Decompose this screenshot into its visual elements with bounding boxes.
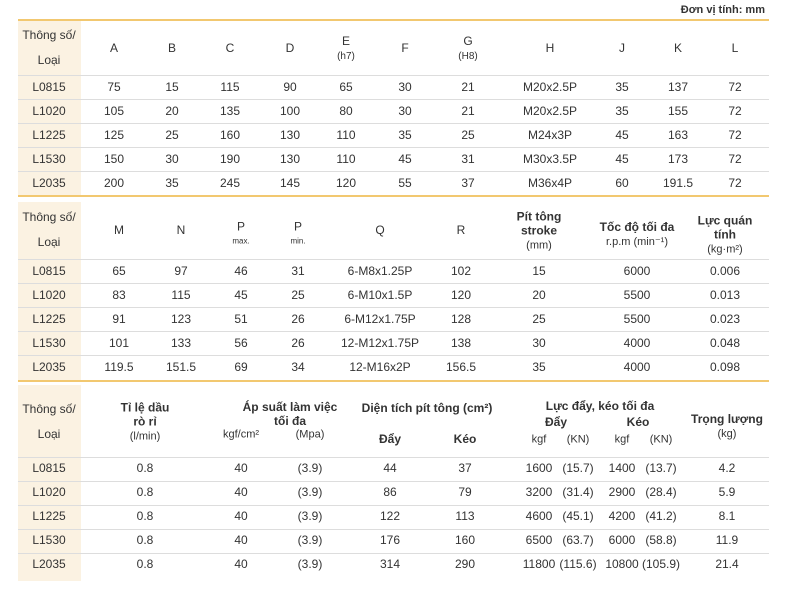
value-cell: M36x4P xyxy=(527,176,573,191)
value-cell: 110 xyxy=(336,128,356,143)
value-cell: 35 xyxy=(398,128,412,143)
header-G: G (H8) xyxy=(458,34,478,62)
value-cell: 40 xyxy=(234,461,248,476)
value-cell: 133 xyxy=(170,336,192,351)
value-cell: M30x3.5P xyxy=(522,152,578,167)
value-cell: 11.9 xyxy=(715,533,739,548)
value-cell: 5500 xyxy=(623,288,651,303)
value-cell: 135 xyxy=(219,104,241,119)
row-divider xyxy=(18,283,769,284)
value-cell: 40 xyxy=(234,533,248,548)
value-cell: 46 xyxy=(234,264,248,279)
header-J: J xyxy=(619,41,625,56)
value-cell: 65 xyxy=(112,264,126,279)
value-cell: (3.9) xyxy=(297,533,323,548)
value-cell: 72 xyxy=(728,104,742,119)
spec-table xyxy=(18,202,769,382)
value-cell: 5500 xyxy=(623,312,651,327)
value-cell: 65 xyxy=(339,80,353,95)
value-cell: (28.4) xyxy=(645,485,677,500)
header-piston-area: Diện tích pít tông (cm²) xyxy=(361,401,493,416)
value-cell: 4000 xyxy=(623,336,651,351)
value-cell: 191.5 xyxy=(662,176,694,191)
value-cell: 10800 xyxy=(605,557,639,572)
value-cell: (3.9) xyxy=(297,557,323,572)
value-cell: M20x2.5P xyxy=(522,104,578,119)
value-cell: 11800 xyxy=(522,557,556,572)
value-cell: 0.098 xyxy=(709,360,741,375)
table-top-rule xyxy=(18,19,769,21)
value-cell: 34 xyxy=(291,360,305,375)
value-cell: 6-M12x1.75P xyxy=(344,312,416,327)
header-L: L xyxy=(731,41,739,56)
type-cell: L1020 xyxy=(32,485,66,500)
value-cell: 5.9 xyxy=(718,485,736,500)
table-bottom-rule xyxy=(18,380,769,382)
header-max-speed: Tốc độ tối đa r.p.m (min⁻¹) xyxy=(599,220,675,248)
header-P-max: P max. xyxy=(232,219,250,246)
type-cell: L0815 xyxy=(32,80,66,95)
value-cell: 30 xyxy=(398,80,412,95)
value-cell: 130 xyxy=(279,128,301,143)
value-cell: 30 xyxy=(398,104,412,119)
row-divider xyxy=(18,147,769,148)
value-cell: 128 xyxy=(450,312,472,327)
header-F: F xyxy=(401,41,409,56)
value-cell: 123 xyxy=(170,312,192,327)
header-divider xyxy=(18,259,769,260)
value-cell: 35 xyxy=(615,104,629,119)
value-cell: 30 xyxy=(532,336,546,351)
header-max-force: Lực đẩy, kéo tối đa xyxy=(545,399,655,414)
row-divider xyxy=(18,481,769,482)
header-inertia: Lực quán tính (kg·m²) xyxy=(697,213,753,255)
value-cell: 26 xyxy=(291,336,305,351)
value-cell: 31 xyxy=(461,152,475,167)
value-cell: 72 xyxy=(728,128,742,143)
header-area-pull: Kéo xyxy=(453,432,477,447)
header-pull-kgf: kgf xyxy=(614,433,630,446)
value-cell: 1600 xyxy=(525,461,553,476)
value-cell: 3200 xyxy=(525,485,553,500)
value-cell: 25 xyxy=(461,128,475,143)
row-divider xyxy=(18,505,769,506)
dimension-table xyxy=(18,19,769,197)
value-cell: M20x2.5P xyxy=(522,80,578,95)
value-cell: 160 xyxy=(454,533,476,548)
header-push-kn: (KN) xyxy=(566,433,590,446)
value-cell: 35 xyxy=(532,360,546,375)
header-pull-kn: (KN) xyxy=(649,433,673,446)
value-cell: 0.023 xyxy=(709,312,741,327)
value-cell: (105.9) xyxy=(641,557,681,572)
type-cell: L1020 xyxy=(32,104,66,119)
value-cell: 75 xyxy=(107,80,121,95)
value-cell: 83 xyxy=(112,288,126,303)
value-cell: 160 xyxy=(219,128,241,143)
header-M: M xyxy=(114,223,124,238)
value-cell: 245 xyxy=(219,176,241,191)
value-cell: 90 xyxy=(283,80,297,95)
header-K: K xyxy=(673,41,683,56)
type-cell: L1225 xyxy=(32,128,66,143)
value-cell: 6-M8x1.25P xyxy=(347,264,413,279)
type-cell: L0815 xyxy=(32,461,66,476)
value-cell: 40 xyxy=(234,509,248,524)
header-divider xyxy=(18,75,769,76)
value-cell: (15.7) xyxy=(562,461,594,476)
row-divider xyxy=(18,123,769,124)
type-cell: L1225 xyxy=(32,312,66,327)
value-cell: 115 xyxy=(171,288,191,303)
value-cell: 20 xyxy=(532,288,546,303)
value-cell: (3.9) xyxy=(297,509,323,524)
value-cell: 0.8 xyxy=(136,485,154,500)
value-cell: 138 xyxy=(450,336,472,351)
value-cell: 72 xyxy=(728,152,742,167)
value-cell: 45 xyxy=(398,152,412,167)
value-cell: 72 xyxy=(728,176,742,191)
value-cell: 190 xyxy=(219,152,241,167)
type-cell: L2035 xyxy=(32,557,66,572)
type-label: Loại xyxy=(37,427,61,442)
value-cell: 20 xyxy=(165,104,179,119)
value-cell: 290 xyxy=(454,557,476,572)
header-A: A xyxy=(109,41,119,56)
value-cell: 37 xyxy=(461,176,475,191)
value-cell: 40 xyxy=(234,557,248,572)
row-divider xyxy=(18,355,769,356)
value-cell: 119.5 xyxy=(104,360,134,375)
value-cell: 15 xyxy=(532,264,546,279)
value-cell: (13.7) xyxy=(645,461,677,476)
header-weight: Trọng lượng (kg) xyxy=(691,412,763,440)
value-cell: 51 xyxy=(234,312,248,327)
value-cell: 0.8 xyxy=(136,557,154,572)
value-cell: 31 xyxy=(291,264,305,279)
value-cell: 137 xyxy=(667,80,689,95)
value-cell: 0.013 xyxy=(709,288,741,303)
header-B: B xyxy=(167,41,177,56)
row-divider xyxy=(18,553,769,554)
header-force-push: Đẩy xyxy=(544,415,568,430)
value-cell: 6-M10x1.5P xyxy=(347,288,413,303)
value-cell: 125 xyxy=(103,128,125,143)
value-cell: 8.1 xyxy=(718,509,736,524)
header-N: N xyxy=(176,223,186,238)
value-cell: 0.8 xyxy=(136,533,154,548)
value-cell: 6000 xyxy=(623,264,651,279)
performance-table xyxy=(18,385,769,581)
type-cell: L2035 xyxy=(32,360,66,375)
value-cell: 0.8 xyxy=(136,509,154,524)
value-cell: 25 xyxy=(165,128,179,143)
value-cell: 35 xyxy=(615,80,629,95)
value-cell: 102 xyxy=(450,264,472,279)
value-cell: 110 xyxy=(336,152,356,167)
value-cell: 4600 xyxy=(525,509,553,524)
value-cell: (45.1) xyxy=(562,509,594,524)
value-cell: 105 xyxy=(103,104,125,119)
value-cell: 97 xyxy=(174,264,188,279)
row-divider xyxy=(18,307,769,308)
value-cell: M24x3P xyxy=(527,128,573,143)
value-cell: 100 xyxy=(279,104,301,119)
value-cell: 91 xyxy=(112,312,126,327)
value-cell: (115.6) xyxy=(559,557,597,572)
value-cell: 6000 xyxy=(608,533,636,548)
value-cell: 176 xyxy=(379,533,401,548)
type-label: Loại xyxy=(37,235,61,250)
value-cell: 79 xyxy=(458,485,472,500)
type-cell: L0815 xyxy=(32,264,66,279)
header-H: H xyxy=(545,41,555,56)
value-cell: 101 xyxy=(108,336,130,351)
value-cell: 0.8 xyxy=(136,461,154,476)
value-cell: 60 xyxy=(615,176,629,191)
value-cell: 113 xyxy=(455,509,475,524)
header-P-min: P min. xyxy=(290,219,306,246)
header-C: C xyxy=(225,41,235,56)
value-cell: 173 xyxy=(667,152,689,167)
value-cell: 0.006 xyxy=(709,264,741,279)
value-cell: 21 xyxy=(461,104,475,119)
header-leak-rate: Tỉ lệ dầu rò rỉ (l/min) xyxy=(120,400,170,442)
value-cell: 115 xyxy=(220,80,240,95)
value-cell: 25 xyxy=(532,312,546,327)
value-cell: 37 xyxy=(458,461,472,476)
value-cell: 21 xyxy=(461,80,475,95)
value-cell: 15 xyxy=(165,80,179,95)
value-cell: (31.4) xyxy=(562,485,594,500)
value-cell: (3.9) xyxy=(297,485,323,500)
header-D: D xyxy=(285,41,295,56)
value-cell: 30 xyxy=(165,152,179,167)
header-push-kgf: kgf xyxy=(531,433,547,446)
row-divider xyxy=(18,331,769,332)
type-cell: L2035 xyxy=(32,176,66,191)
type-cell: L1020 xyxy=(32,288,66,303)
row-divider xyxy=(18,99,769,100)
value-cell: 69 xyxy=(234,360,248,375)
value-cell: 314 xyxy=(379,557,401,572)
param-label: Thông số/ xyxy=(22,402,76,417)
value-cell: 122 xyxy=(379,509,401,524)
header-force-pull: Kéo xyxy=(626,415,650,430)
value-cell: 86 xyxy=(383,485,397,500)
value-cell: 35 xyxy=(165,176,179,191)
value-cell: 44 xyxy=(383,461,397,476)
value-cell: 21.4 xyxy=(715,557,739,572)
header-Q: Q xyxy=(375,223,385,238)
value-cell: 4.2 xyxy=(718,461,736,476)
value-cell: 145 xyxy=(279,176,301,191)
value-cell: 120 xyxy=(335,176,357,191)
value-cell: 1400 xyxy=(608,461,636,476)
value-cell: 163 xyxy=(667,128,689,143)
value-cell: 6500 xyxy=(525,533,553,548)
param-label: Thông số/ xyxy=(22,28,76,43)
param-label: Thông số/ xyxy=(22,210,76,225)
table-bottom-rule xyxy=(18,195,769,197)
value-cell: 12-M12x1.75P xyxy=(340,336,420,351)
header-E: E (h7) xyxy=(337,34,355,62)
value-cell: 0.048 xyxy=(709,336,741,351)
value-cell: (3.9) xyxy=(297,461,323,476)
header-pressure-mpa: (Mpa) xyxy=(295,428,325,441)
header-pressure-kgf: kgf/cm² xyxy=(222,428,260,441)
row-divider xyxy=(18,171,769,172)
value-cell: 80 xyxy=(339,104,353,119)
header-area-push: Đẩy xyxy=(378,432,402,447)
value-cell: 45 xyxy=(615,152,629,167)
value-cell: 40 xyxy=(234,485,248,500)
value-cell: 12-M16x2P xyxy=(349,360,411,375)
value-cell: 26 xyxy=(291,312,305,327)
header-divider xyxy=(18,457,769,458)
value-cell: 2900 xyxy=(608,485,636,500)
value-cell: 155 xyxy=(667,104,689,119)
type-cell: L1530 xyxy=(32,152,66,167)
header-max-pressure: Áp suất làm việc tối đa xyxy=(242,400,338,428)
type-cell: L1530 xyxy=(32,336,66,351)
value-cell: 72 xyxy=(728,80,742,95)
value-cell: 130 xyxy=(279,152,301,167)
header-R: R xyxy=(456,223,466,238)
type-cell: L1225 xyxy=(32,509,66,524)
header-stroke: Pít tông stroke (mm) xyxy=(516,209,562,251)
value-cell: 120 xyxy=(450,288,472,303)
value-cell: (63.7) xyxy=(562,533,594,548)
value-cell: 55 xyxy=(398,176,412,191)
value-cell: 45 xyxy=(615,128,629,143)
value-cell: 4000 xyxy=(623,360,651,375)
value-cell: 200 xyxy=(103,176,125,191)
value-cell: 156.5 xyxy=(445,360,477,375)
value-cell: 150 xyxy=(103,152,125,167)
value-cell: 4200 xyxy=(608,509,636,524)
unit-label: Đơn vị tính: mm xyxy=(680,4,765,16)
value-cell: 56 xyxy=(234,336,248,351)
value-cell: 25 xyxy=(291,288,305,303)
type-cell: L1530 xyxy=(32,533,66,548)
value-cell: (58.8) xyxy=(645,533,677,548)
value-cell: 45 xyxy=(234,288,248,303)
row-divider xyxy=(18,529,769,530)
type-label: Loại xyxy=(37,53,61,68)
value-cell: (41.2) xyxy=(645,509,677,524)
value-cell: 151.5 xyxy=(165,360,197,375)
